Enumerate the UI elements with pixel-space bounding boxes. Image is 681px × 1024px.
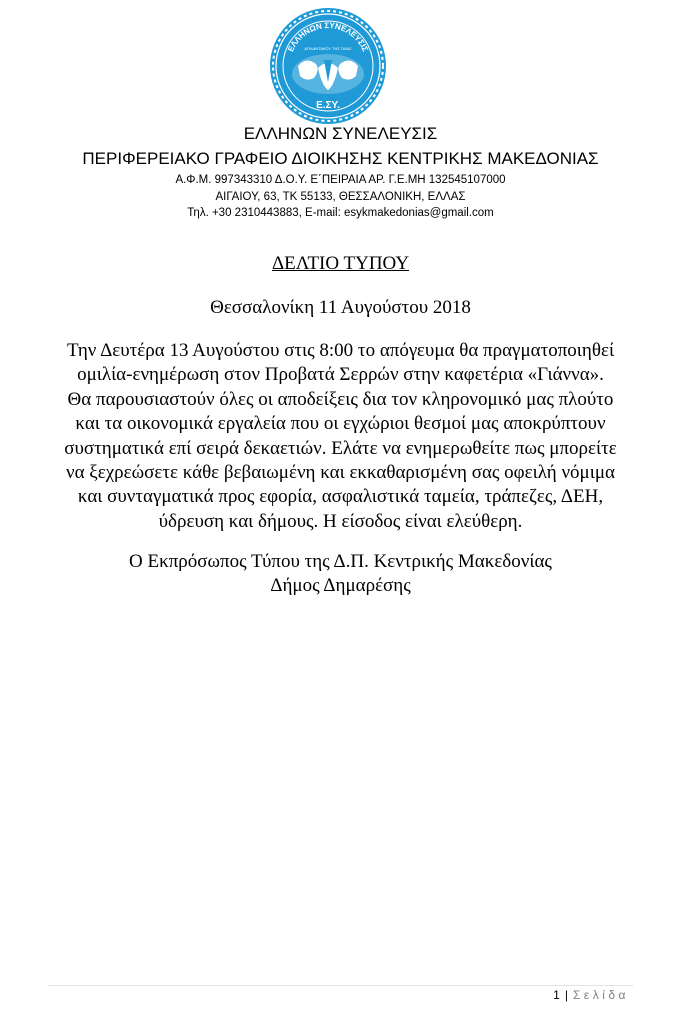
page-footer [553, 988, 629, 1002]
logo-initials: Ε.ΣΥ. [316, 100, 340, 111]
body-line: και συνταγματικά προς εφορία, ασφαλιστικά ταμεία, τράπεζες, ΔΕΗ, [77, 486, 604, 508]
esy-logo [268, 6, 388, 126]
logo-arc-text: ΕΛΛΗΝΩΝ ΣΥΝΕΛΕΥΣΙΣ [286, 20, 370, 54]
footer-divider [48, 985, 633, 986]
body-line: συστηματικά επί σειρά δεκαετιών. Ελάτε να ενημερωθείτε πως μπορείτε [64, 437, 617, 459]
org-name: ΕΛΛΗΝΩΝ ΣΥΝΕΛΕΥΣΙΣ [243, 124, 438, 143]
body-line: Την Δευτέρα 13 Αυγούστου στις 8:00 το απόγευμα θα πραγματοποιηθεί [66, 340, 615, 361]
address: ΑΙΓΑΙΟΥ, 63, ΤΚ 55133, ΘΕΣΣΑΛΟΝΙΚΗ, ΕΛΛΑΣ [215, 191, 466, 203]
signature-block [0, 550, 681, 598]
logo-small-text: ΑΠΛΑΝΤΑΚΟΥ ΤΗΣ ΓΑΙΑΣ [304, 46, 352, 51]
body-line: Θα παρουσιαστούν όλες οι αποδείξεις δια τον κληρονομικό μας πλούτο [67, 388, 614, 410]
document-date: Θεσσαλονίκη 11 Αυγούστου 2018 [210, 297, 471, 318]
press-release-body [0, 339, 681, 534]
office-name: ΠΕΡΙΦΕΡΕΙΑΚΟ ΓΡΑΦΕΙΟ ΔΙΟΙΚΗΣΗΣ ΚΕΝΤΡΙΚΗΣ ΜΑΚΕΔΟΝΙΑΣ [82, 149, 599, 168]
tax-info: Α.Φ.Μ. 997343310 Δ.Ο.Υ. Ε΄ΠΕΙΡΑΙΑ ΑΡ. Γ.Ε.ΜΗ 132545107000 [175, 174, 506, 186]
page-number: 1 [553, 988, 560, 1002]
signature-name: Δήμος Δημαρέσης [270, 575, 411, 596]
body-line: ομιλία-ενημέρωση στον Προβατά Σερρών στην καφετέρια «Γιάννα». [77, 364, 604, 386]
footer-separator: | [564, 988, 568, 1002]
contact-info: Τηλ. +30 2310443883, E-mail: esykmakedonias@gmail.com [187, 207, 494, 219]
page-label: Σελίδα [572, 988, 629, 1002]
body-line: να ξεχρεώσετε κάθε βεβαιωμένη και εκκαθαρισμένη σας οφειλή νόμιμα [65, 461, 615, 483]
signature-role: Ο Εκπρόσωπος Τύπου της Δ.Π. Κεντρικής Μακεδονίας [129, 551, 552, 572]
document-title: ΔΕΛΤΙΟ ΤΥΠΟΥ [271, 253, 410, 274]
body-line: ύδρευση και δήμους. Η είσοδος είναι ελεύθερη. [158, 510, 523, 532]
body-line: και τα οικονομικά εργαλεία που οι εγχώριοι θεσμοί μας αποκρύπτουν [75, 413, 606, 435]
